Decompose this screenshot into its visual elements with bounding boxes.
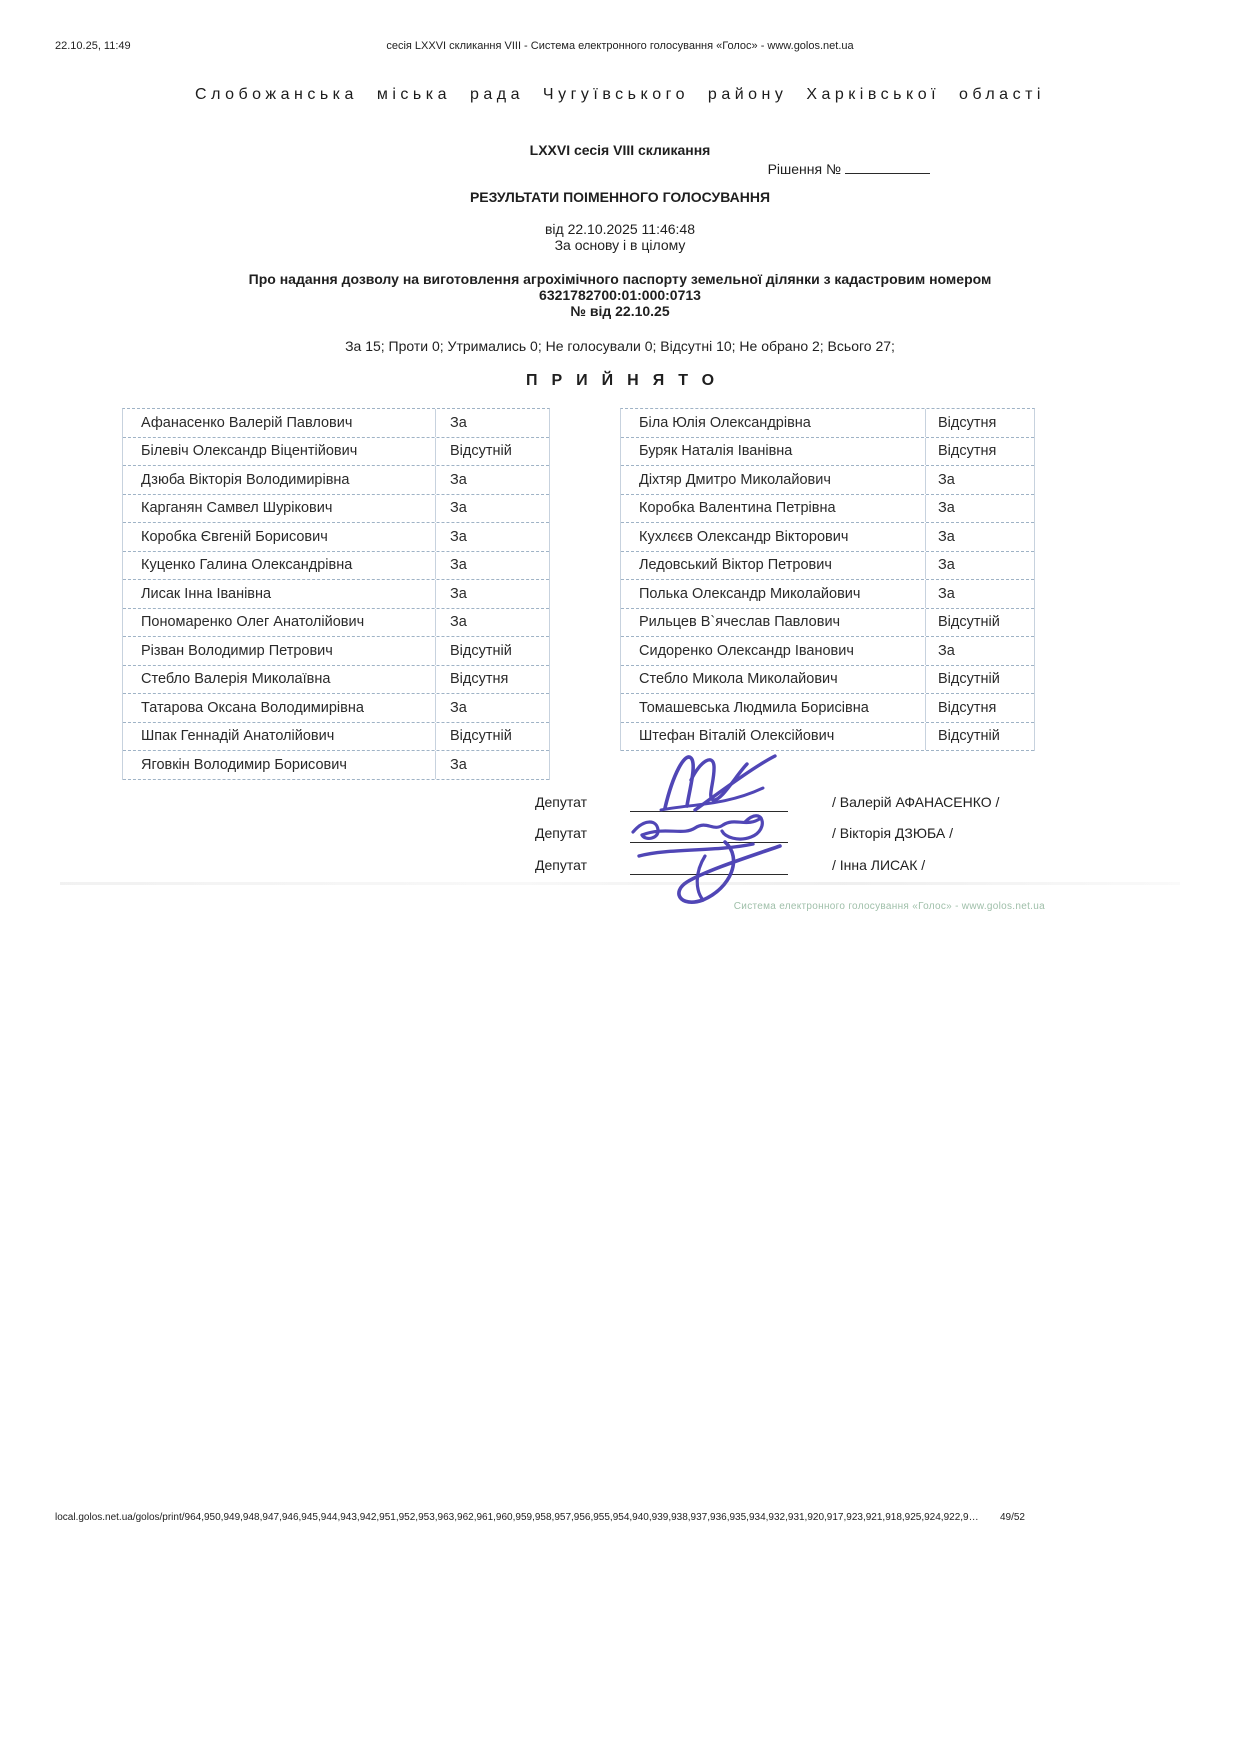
table-row xyxy=(123,409,549,438)
session-title: LXXVI сесія VIII скликання xyxy=(529,142,711,158)
table-row xyxy=(621,552,1034,581)
vote-subject xyxy=(80,271,1160,319)
vote-value: Відсутня xyxy=(938,699,997,716)
system-watermark: Система електронного голосування «Голос» - www.golos.net.ua xyxy=(733,901,1045,912)
vote-value: За xyxy=(938,528,955,545)
print-header xyxy=(55,40,1185,56)
signature-row xyxy=(535,843,999,875)
deputy-name: Білевіч Олександр Віцентійович xyxy=(123,438,436,466)
table-row xyxy=(621,666,1034,695)
deputy-name: Коробка Євгеній Борисович xyxy=(123,523,436,551)
print-page-number: 49/52 xyxy=(999,1512,1025,1523)
vote-value: Відсутня xyxy=(450,671,509,688)
results-title: РЕЗУЛЬТАТИ ПОІМЕННОГО ГОЛОСУВАННЯ xyxy=(469,189,771,205)
vote-value: Відсутній xyxy=(938,671,1000,688)
deputy-name: Лисак Інна Іванівна xyxy=(123,580,436,608)
scan-artifact-streak xyxy=(60,882,1180,885)
vote-value: Відсутня xyxy=(938,443,997,460)
table-row xyxy=(123,580,549,609)
vote-table-left xyxy=(122,408,550,780)
table-row xyxy=(123,438,549,467)
vote-value: Відсутня xyxy=(938,414,997,431)
table-row xyxy=(123,723,549,752)
deputy-name: Сидоренко Олександр Іванович xyxy=(621,637,926,665)
deputy-name: Афанасенко Валерій Павлович xyxy=(123,409,436,437)
deputy-name: Різван Володимир Петрович xyxy=(123,637,436,665)
vote-value: За xyxy=(450,585,467,602)
vote-summary: За 15; Проти 0; Утримались 0; Не голосували 0; Відсутні 10; Не обрано 2; Всього 27; xyxy=(345,338,895,354)
signature-role-label: Депутат xyxy=(535,793,587,810)
deputy-name: Томашевська Людмила Борисівна xyxy=(621,694,926,722)
vote-value: Відсутній xyxy=(450,728,512,745)
table-row xyxy=(621,523,1034,552)
table-row xyxy=(621,723,1034,752)
deputy-name: Коробка Валентина Петрівна xyxy=(621,495,926,523)
subject-line-3: № від 22.10.25 xyxy=(570,303,670,319)
table-row xyxy=(621,466,1034,495)
deputy-name: Стебло Валерія Миколаївна xyxy=(123,666,436,694)
vote-value: Відсутній xyxy=(938,728,1000,745)
vote-value: За xyxy=(450,500,467,517)
vote-value: За xyxy=(938,471,955,488)
deputy-name: Пономаренко Олег Анатолійович xyxy=(123,609,436,637)
deputy-name: Ледовський Віктор Петрович xyxy=(621,552,926,580)
vote-value: Відсутній xyxy=(450,443,512,460)
signature-role-label: Депутат xyxy=(535,825,587,841)
table-row xyxy=(123,751,549,780)
table-row xyxy=(621,409,1034,438)
table-row xyxy=(621,580,1034,609)
deputy-name: Карганян Самвел Шурікович xyxy=(123,495,436,523)
deputy-name: Дзюба Вікторія Володимирівна xyxy=(123,466,436,494)
print-url: local.golos.net.ua/golos/print/964,950,949,948,947,946,945,944,943,942,951,952,953,963,962,961,960,959,958,957,956,955,954,940,939,938,937,936,935,934,932,931,920,917,923,921,918,925,924,922,9… xyxy=(55,1512,979,1523)
table-row xyxy=(123,466,549,495)
result-heading: ПРИЙНЯТО xyxy=(525,372,729,389)
vote-basis: За основу і в цілому xyxy=(554,237,686,253)
table-row xyxy=(123,552,549,581)
deputy-name: Полька Олександр Миколайович xyxy=(621,580,926,608)
table-row xyxy=(123,694,549,723)
council-title: Слобожанська міська рада Чугуївського району Харківської області xyxy=(195,86,1045,103)
signature-line xyxy=(630,855,788,875)
vote-value: За xyxy=(450,528,467,545)
vote-value: За xyxy=(450,414,467,431)
signature-name: / Валерій АФАНАСЕНКО / xyxy=(832,793,1000,810)
vote-value: За xyxy=(938,642,955,659)
deputy-name: Куценко Галина Олександрівна xyxy=(123,552,436,580)
print-footer xyxy=(55,1512,1185,1526)
table-row xyxy=(123,609,549,638)
signature-name: / Вікторія ДЗЮБА / xyxy=(832,825,953,841)
decision-number-blank xyxy=(845,160,930,174)
signature-line xyxy=(630,792,788,812)
vote-value: За xyxy=(450,471,467,488)
signature-row xyxy=(535,812,999,844)
deputy-name: Яговкін Володимир Борисович xyxy=(123,751,436,779)
vote-table-right xyxy=(620,408,1035,751)
signature-name: / Інна ЛИСАК / xyxy=(832,856,926,873)
table-row xyxy=(123,523,549,552)
deputy-name: Татарова Оксана Володимирівна xyxy=(123,694,436,722)
vote-value: За xyxy=(450,557,467,574)
table-row xyxy=(123,495,549,524)
deputy-name: Рильцев В`ячеслав Павлович xyxy=(621,609,926,637)
subject-line-1: Про надання дозволу на виготовлення агрохімічного паспорту земельної ділянки з кадастровим номером xyxy=(248,271,992,287)
vote-value: За xyxy=(938,585,955,602)
decision-number-line xyxy=(768,160,930,177)
deputy-name: Діхтяр Дмитро Миколайович xyxy=(621,466,926,494)
decision-label: Рішення № xyxy=(767,161,841,177)
deputy-name: Стебло Микола Миколайович xyxy=(621,666,926,694)
table-row xyxy=(621,495,1034,524)
table-row xyxy=(621,694,1034,723)
vote-value: Відсутній xyxy=(938,614,1000,631)
vote-datetime: від 22.10.2025 11:46:48 xyxy=(544,221,696,237)
deputy-name: Буряк Наталія Іванівна xyxy=(621,438,926,466)
vote-value: За xyxy=(450,699,467,716)
signature-row xyxy=(535,780,999,812)
vote-value: За xyxy=(450,756,467,773)
deputy-name: Кухлєєв Олександр Вікторович xyxy=(621,523,926,551)
vote-value: За xyxy=(938,557,955,574)
vote-value: За xyxy=(450,614,467,631)
deputy-name: Штефан Віталій Олексійович xyxy=(621,723,926,751)
print-datetime: 22.10.25, 11:49 xyxy=(55,40,131,52)
vote-value: Відсутній xyxy=(450,642,512,659)
table-row xyxy=(123,637,549,666)
print-doc-title: сесія LXXVI скликання VIII - Система електронного голосування «Голос» - www.golos.net.ua xyxy=(386,40,854,52)
deputy-name: Шпак Геннадій Анатолійович xyxy=(123,723,436,751)
signature-block xyxy=(535,780,999,875)
signature-line xyxy=(630,823,788,843)
vote-value: За xyxy=(938,500,955,517)
signature-role-label: Депутат xyxy=(535,856,587,873)
table-row xyxy=(621,637,1034,666)
deputy-name: Біла Юлія Олександрівна xyxy=(621,409,926,437)
table-row xyxy=(621,438,1034,467)
table-row xyxy=(621,609,1034,638)
table-row xyxy=(123,666,549,695)
subject-line-2: 6321782700:01:000:0713 xyxy=(539,287,701,303)
